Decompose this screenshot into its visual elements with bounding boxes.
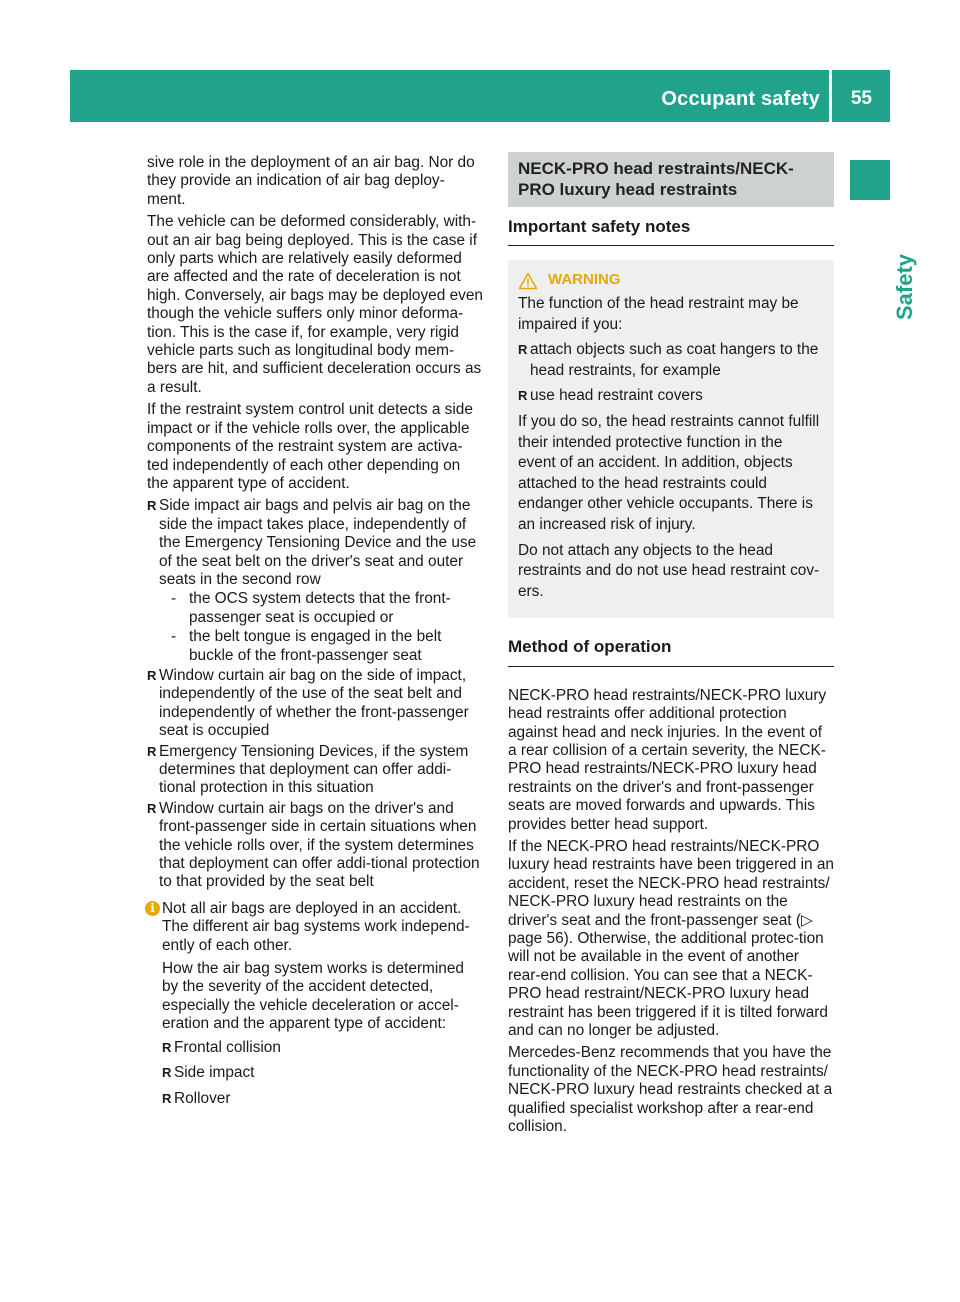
list-item-text: Side impact air bags and pelvis air bag on the side the impact takes place, independently of the Emergency Tensioning Device and the use of the seat belt on the driver's seat and outer seats in the second row <box>159 497 477 588</box>
info-note <box>147 900 483 1108</box>
warning-text: The function of the head restraint may be impaired if you: <box>518 295 799 333</box>
sub-list-item: - the OCS system detects that the front-passenger seat is occupied or <box>159 590 483 627</box>
bullet-list <box>147 497 483 892</box>
list-item: R Window curtain air bag on the side of impact, independently of the use of the seat belt and independently of whether the front-passenger seat is occupied <box>147 667 483 741</box>
warning-text: Do not attach any objects to the head restraints and do not use head restraint cov-ers. <box>518 541 820 600</box>
side-tab-marker <box>850 160 890 200</box>
page-ref-arrow-icon: ▷ <box>800 911 813 929</box>
paragraph-text: ). Otherwise, the additional protec-tion will not be available in the event of another rear-end collision. You can see that a NECK-PRO head restraint/NECK-PRO luxury head restraint has been triggered if it is tilted forward and can no longer be adjusted. <box>508 930 828 1040</box>
info-paragraph: How the air bag system works is determined by the severity of the accident detected, especially the vehicle deceleration or accel-eration and the apparent type of accident: <box>162 960 464 1033</box>
warning-label: WARNING <box>548 271 621 289</box>
warning-triangle-icon <box>518 272 538 290</box>
page-number: 55 <box>850 88 872 109</box>
list-item: R Frontal collision <box>162 1039 483 1057</box>
subheading-method: Method of operation <box>508 638 834 666</box>
accident-type-list <box>162 1039 483 1108</box>
warning-box <box>508 260 834 618</box>
list-item: R use head restraint covers <box>518 386 824 407</box>
list-item: R Window curtain air bags on the driver's and front-passenger side in certain situations when the vehicle rolls over, if the system determines that deployment can offer addi-tional protection to that provided by the seat belt <box>147 800 483 892</box>
paragraph: If the NECK-PRO head restraints/NECK-PRO luxury head restraints have been triggered in an accident, reset the NECK-PRO head restraints/ NECK-PRO luxury head restraints on the driver's seat and the front-passenger seat (▷ page 56). Otherwise, the additional protec-tion will not be available in the event of another rear-end collision. You can see that a NECK-PRO head restraint/NECK-PRO luxury head restraint has been triggered if it is tilted forward and can no longer be adjusted. <box>508 837 834 1040</box>
paragraph: Mercedes-Benz recommends that you have the functionality of the NECK-PRO head restraints/ NECK-PRO luxury head restraints checked at a qualified specialist workshop after a rear-end collision. <box>508 1044 833 1136</box>
left-column <box>147 154 483 1115</box>
paragraph: If the restraint system control unit detects a side impact or if the vehicle rolls over, the applicable components of the restraint system are activa-ted independently of each other depending on the apparent type of accident. <box>147 401 473 492</box>
page-reference-link[interactable]: page 56 <box>508 930 564 947</box>
info-icon: i <box>145 901 160 916</box>
info-paragraph: Not all air bags are deployed in an accident. The different air bag systems work independ-ently of each other. <box>162 899 470 954</box>
list-item <box>147 497 483 665</box>
warning-header <box>518 270 824 291</box>
header-divider <box>829 70 832 122</box>
list-item: R Emergency Tensioning Devices, if the system determines that deployment can offer addi-tional protection in this situation <box>147 743 483 798</box>
list-item: R Side impact <box>162 1064 483 1082</box>
section-heading: NECK-PRO head restraints/NECK-PRO luxury head restraints <box>508 152 834 207</box>
side-tab-label: Safety <box>892 253 917 320</box>
right-column <box>508 152 834 1140</box>
warning-text: If you do so, the head restraints cannot fulfill their intended protective function in the event of an accident. In addition, objects attached to the head restraints could endanger other vehicle occupants. There is an increased risk of injury. <box>518 412 820 533</box>
sub-list-item: - the belt tongue is engaged in the belt buckle of the front-passenger seat <box>159 628 483 665</box>
list-item: R Rollover <box>162 1090 483 1108</box>
subheading-safety-notes: Important safety notes <box>508 218 834 246</box>
paragraph: NECK-PRO head restraints/NECK-PRO luxury head restraints offer additional protection against head and neck injuries. In the event of a rear collision of a certain severity, the NECK-PRO head restraints/NECK-PRO luxury head restraints on the driver's and front-passenger seats are moved forwards and upwards. This provides better head support. <box>508 686 827 833</box>
paragraph-text: If the NECK-PRO head restraints/NECK-PRO luxury head restraints have been triggered in an accident, reset the NECK-PRO head restraints/ NECK-PRO luxury head restraints on the driver's seat and the front-passenger seat <box>508 837 834 929</box>
warning-list <box>518 340 824 407</box>
header-bar <box>70 70 890 122</box>
paragraph: The vehicle can be deformed considerably, with-out an air bag being deployed. This is the case if only parts which are relatively easily deformed are affected and the rate of deceleration is not high. Conversely, air bags may be deployed even though the vehicle suffers only minor deforma-tion. This is the case if, for example, very rigid vehicle parts such as longitudinal body mem-bers are hit, and sufficient deceleration occurs as a result. <box>147 213 483 396</box>
section-title-header: Occupant safety <box>661 88 820 110</box>
paragraph: sive role in the deployment of an air bag. Nor do they provide an indication of air bag deploy-ment. <box>147 154 475 208</box>
list-item: R attach objects such as coat hangers to the head restraints, for example <box>518 340 824 381</box>
sub-list <box>159 590 483 665</box>
